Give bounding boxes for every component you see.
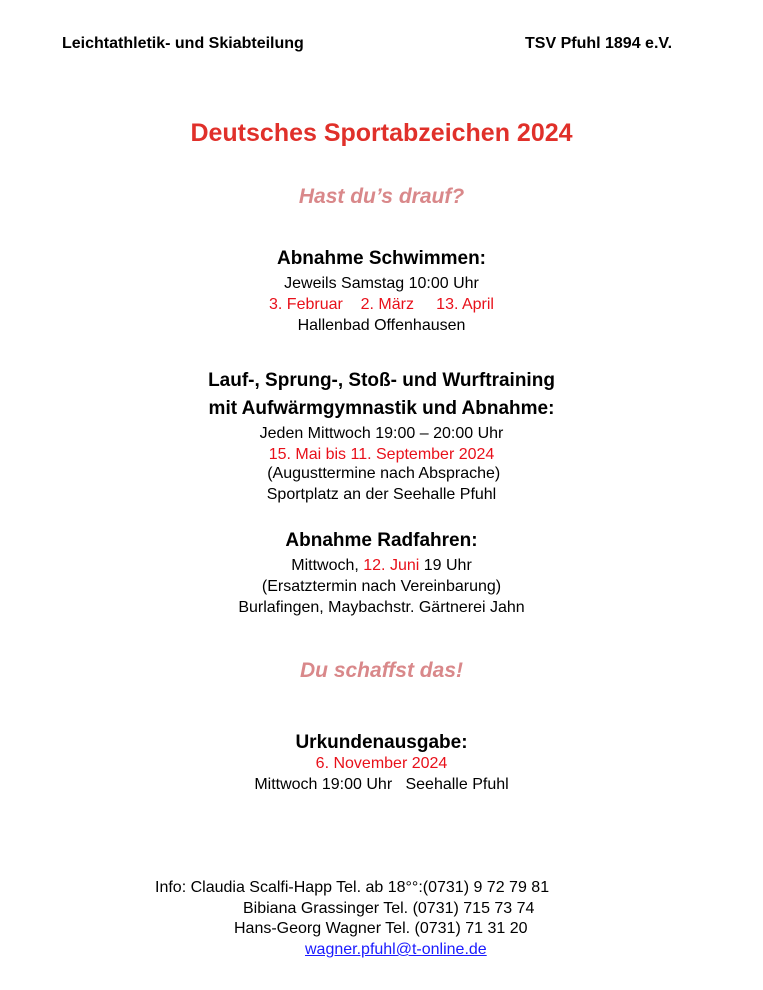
certificates-date: 6. November 2024 [315, 755, 448, 772]
email-link[interactable]: wagner.pfuhl@t-online.de [305, 941, 487, 958]
training-heading-2: mit Aufwärmgymnastik und Abnahme: [208, 398, 555, 419]
info-contact-2: Bibiana Grassinger Tel. (0731) 715 73 74 [243, 900, 535, 917]
header-department: Leichtathletik- und Skiabteilung [62, 35, 304, 52]
cycling-date: 12. Juni [363, 557, 420, 574]
training-place: Sportplatz an der Seehalle Pfuhl [266, 486, 497, 503]
page-title: Deutsches Sportabzeichen 2024 [190, 119, 573, 147]
slogan-bottom: Du schaffst das! [300, 659, 463, 682]
info-contact-3: Hans-Georg Wagner Tel. (0731) 71 31 20 [234, 920, 528, 937]
training-dates: 15. Mai bis 11. September 2024 [268, 446, 495, 463]
swimming-place: Hallenbad Offenhausen [297, 317, 466, 334]
swimming-schedule: Jeweils Samstag 10:00 Uhr [284, 275, 479, 292]
cycling-note: (Ersatztermin nach Vereinbarung) [261, 578, 502, 595]
info-contact-1: Info: Claudia Scalfi-Happ Tel. ab 18°°:(0731) 9 72 79 81 [155, 879, 550, 896]
certificates-place: Mittwoch 19:00 Uhr Seehalle Pfuhl [254, 776, 509, 793]
swimming-heading: Abnahme Schwimmen: [276, 248, 487, 269]
cycling-day: Mittwoch, [291, 557, 364, 574]
training-note: (Augusttermine nach Absprache) [262, 465, 501, 482]
training-schedule: Jeden Mittwoch 19:00 – 20:00 Uhr [259, 425, 504, 442]
slogan-top: Hast du’s drauf? [298, 185, 465, 208]
header-club: TSV Pfuhl 1894 e.V. [525, 35, 673, 52]
certificates-heading: Urkundenausgabe: [295, 732, 468, 753]
training-heading-1: Lauf-, Sprung-, Stoß- und Wurftraining [208, 370, 555, 391]
swimming-dates: 3. Februar 2. März 13. April [269, 296, 494, 313]
cycling-schedule [0, 557, 763, 575]
cycling-time: 19 Uhr [419, 557, 472, 574]
cycling-place: Burlafingen, Maybachstr. Gärtnerei Jahn [238, 599, 525, 616]
cycling-heading: Abnahme Radfahren: [285, 530, 478, 551]
